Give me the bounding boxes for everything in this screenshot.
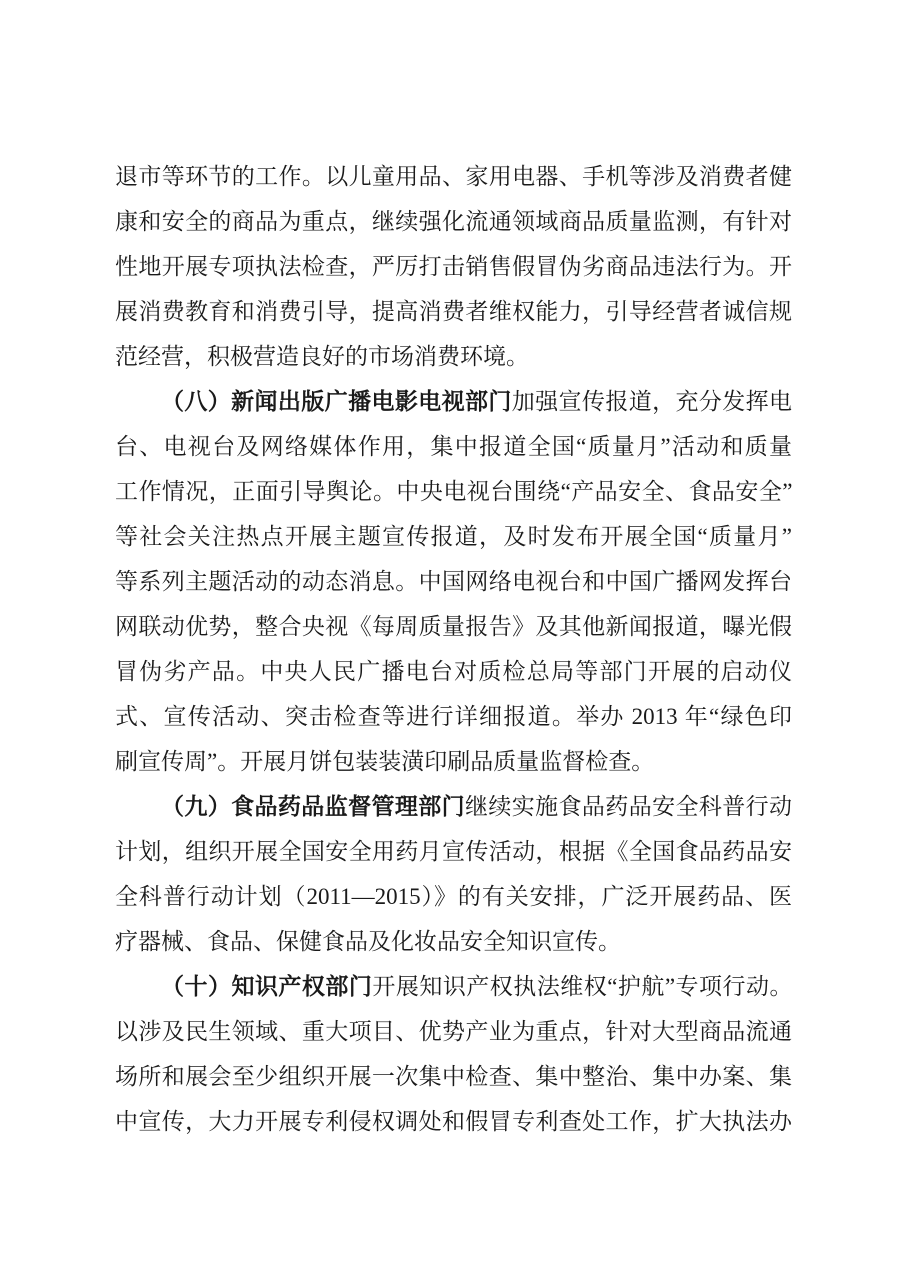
section-9-heading: （九）食品药品监督管理部门	[161, 794, 465, 819]
paragraph-continuation	[115, 154, 792, 379]
text-run: 开展知识产权执法维权“护航”专项行动。	[372, 974, 792, 999]
text-line: 展消费教育和消费引导，提高消费者维权能力，引导经营者诚信规	[115, 299, 792, 324]
text-line: 台、电视台及网络媒体作用，集中报道全国“质量月”活动和质量	[115, 434, 792, 459]
text-line: 中宣传，大力开展专利侵权调处和假冒专利查处工作，扩大执法办	[115, 1109, 792, 1134]
text-line: 疗器械、食品、保健食品及化妆品安全知识宣传。	[115, 929, 621, 954]
text-run: 继续实施食品药品安全科普行动	[465, 794, 793, 819]
text-line: 康和安全的商品为重点，继续强化流通领域商品质量监测，有针对	[115, 209, 792, 234]
text-line: 等社会关注热点开展主题宣传报道，及时发布开展全国“质量月”	[115, 524, 792, 549]
section-10-heading: （十）知识产权部门	[161, 974, 373, 999]
text-line	[115, 964, 792, 1009]
text-line: 以涉及民生领域、重大项目、优势产业为重点，针对大型商品流通	[115, 1019, 792, 1044]
text-line: 性地开展专项执法检查，严厉打击销售假冒伪劣商品违法行为。开	[115, 254, 792, 279]
paragraph-section-10	[115, 964, 792, 1144]
text-run: 加强宣传报道，充分发挥电	[511, 389, 793, 414]
text-line: 冒伪劣产品。中央人民广播电台对质检总局等部门开展的启动仪	[115, 659, 792, 684]
text-line: 场所和展会至少组织开展一次集中检查、集中整治、集中办案、集	[115, 1064, 792, 1089]
text-line: 式、宣传活动、突击检查等进行详细报道。举办 2013 年“绿色印	[115, 704, 792, 729]
text-line: 网联动优势，整合央视《每周质量报告》及其他新闻报道，曝光假	[115, 614, 792, 639]
text-line: 刷宣传周”。开展月饼包装装潢印刷品质量监督检查。	[115, 749, 655, 774]
section-8-heading: （八）新闻出版广播电影电视部门	[161, 389, 512, 414]
text-line: 计划，组织开展全国安全用药月宣传活动，根据《全国食品药品安	[115, 839, 792, 864]
paragraph-section-9	[115, 784, 792, 964]
text-line	[115, 379, 792, 424]
text-line	[115, 784, 792, 829]
text-line: 等系列主题活动的动态消息。中国网络电视台和中国广播网发挥台	[115, 569, 792, 594]
paragraph-section-8	[115, 379, 792, 784]
text-line: 范经营，积极营造良好的市场消费环境。	[115, 344, 529, 369]
text-line: 全科普行动计划（2011—2015）》的有关安排，广泛开展药品、医	[115, 884, 792, 909]
text-line: 退市等环节的工作。以儿童用品、家用电器、手机等涉及消费者健	[115, 164, 792, 189]
text-line: 工作情况，正面引导舆论。中央电视台围绕“产品安全、食品安全”	[115, 479, 792, 504]
